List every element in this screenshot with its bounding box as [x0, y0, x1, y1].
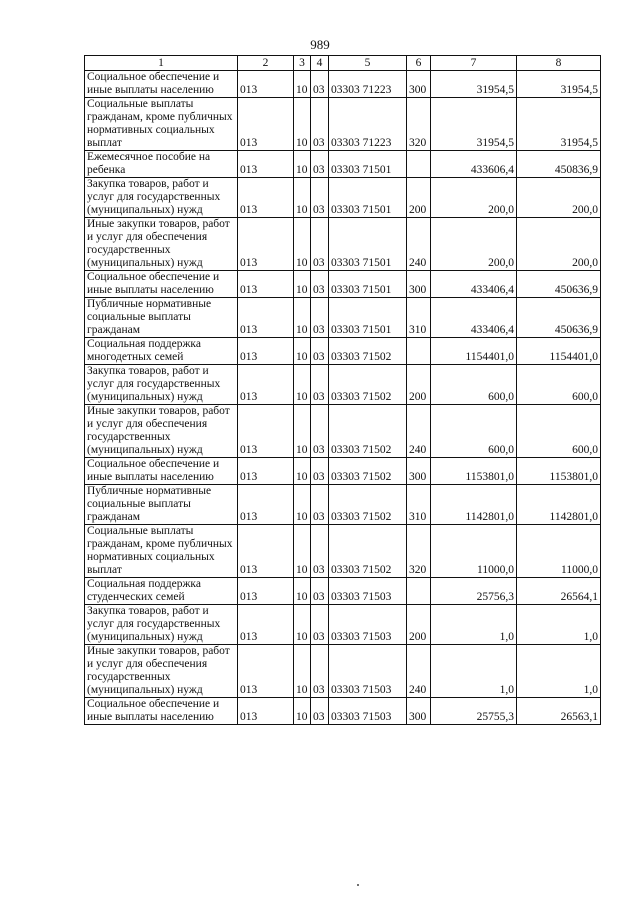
table-row	[85, 98, 601, 151]
subsection-code-cell: 03	[311, 365, 329, 405]
amount-year2-cell: 1153801,0	[517, 458, 601, 485]
expense-type-cell: 300	[407, 698, 431, 725]
expense-name-cell: Социальное обеспечение и иные выплаты населению	[85, 458, 238, 485]
amount-year1-cell: 200,0	[431, 178, 517, 218]
amount-year1-cell: 1154401,0	[431, 338, 517, 365]
expense-name-cell: Иные закупки товаров, работ и услуг для обеспечения государственных (муниципальных) нужд	[85, 218, 238, 271]
target-article-cell: 03303 71503	[329, 578, 407, 605]
ministry-code-cell: 013	[238, 298, 294, 338]
subsection-code-cell: 03	[311, 698, 329, 725]
subsection-code-cell: 03	[311, 71, 329, 98]
table-row	[85, 218, 601, 271]
table-row	[85, 605, 601, 645]
expense-type-cell: 300	[407, 71, 431, 98]
ministry-code-cell: 013	[238, 365, 294, 405]
section-code-cell: 10	[294, 71, 311, 98]
section-code-cell: 10	[294, 578, 311, 605]
target-article-cell: 03303 71501	[329, 298, 407, 338]
scan-speck	[357, 884, 359, 886]
table-row	[85, 298, 601, 338]
target-article-cell: 03303 71501	[329, 218, 407, 271]
expense-type-cell: 320	[407, 525, 431, 578]
table-row	[85, 578, 601, 605]
expense-type-cell	[407, 578, 431, 605]
column-header: 3	[294, 56, 311, 71]
section-code-cell: 10	[294, 485, 311, 525]
ministry-code-cell: 013	[238, 405, 294, 458]
expense-name-cell: Социальная поддержка студенческих семей	[85, 578, 238, 605]
expense-type-cell: 200	[407, 365, 431, 405]
expense-type-cell: 240	[407, 645, 431, 698]
ministry-code-cell: 013	[238, 458, 294, 485]
expense-name-cell: Публичные нормативные социальные выплаты гражданам	[85, 298, 238, 338]
amount-year1-cell: 433606,4	[431, 151, 517, 178]
subsection-code-cell: 03	[311, 98, 329, 151]
expense-name-cell: Ежемесячное пособие на ребенка	[85, 151, 238, 178]
column-header: 2	[238, 56, 294, 71]
section-code-cell: 10	[294, 645, 311, 698]
expense-name-cell: Публичные нормативные социальные выплаты гражданам	[85, 485, 238, 525]
ministry-code-cell: 013	[238, 151, 294, 178]
target-article-cell: 03303 71501	[329, 151, 407, 178]
section-code-cell: 10	[294, 98, 311, 151]
expense-name-cell: Иные закупки товаров, работ и услуг для обеспечения государственных (муниципальных) нужд	[85, 405, 238, 458]
amount-year2-cell: 31954,5	[517, 98, 601, 151]
amount-year2-cell: 1,0	[517, 645, 601, 698]
expense-type-cell: 300	[407, 271, 431, 298]
amount-year1-cell: 1142801,0	[431, 485, 517, 525]
table-row	[85, 151, 601, 178]
section-code-cell: 10	[294, 338, 311, 365]
expense-name-cell: Закупка товаров, работ и услуг для государственных (муниципальных) нужд	[85, 178, 238, 218]
table-row	[85, 338, 601, 365]
amount-year1-cell: 200,0	[431, 218, 517, 271]
amount-year1-cell: 600,0	[431, 365, 517, 405]
amount-year2-cell: 31954,5	[517, 71, 601, 98]
expense-type-cell: 200	[407, 178, 431, 218]
amount-year1-cell: 31954,5	[431, 98, 517, 151]
expense-type-cell: 200	[407, 605, 431, 645]
subsection-code-cell: 03	[311, 525, 329, 578]
table-row	[85, 178, 601, 218]
section-code-cell: 10	[294, 605, 311, 645]
amount-year2-cell: 450836,9	[517, 151, 601, 178]
subsection-code-cell: 03	[311, 298, 329, 338]
ministry-code-cell: 013	[238, 525, 294, 578]
subsection-code-cell: 03	[311, 178, 329, 218]
expense-name-cell: Иные закупки товаров, работ и услуг для обеспечения государственных (муниципальных) нужд	[85, 645, 238, 698]
table-row	[85, 485, 601, 525]
target-article-cell: 03303 71223	[329, 98, 407, 151]
section-code-cell: 10	[294, 218, 311, 271]
amount-year1-cell: 600,0	[431, 405, 517, 458]
subsection-code-cell: 03	[311, 151, 329, 178]
expense-name-cell: Социальные выплаты гражданам, кроме публичных нормативных социальных выплат	[85, 525, 238, 578]
subsection-code-cell: 03	[311, 458, 329, 485]
amount-year1-cell: 31954,5	[431, 71, 517, 98]
target-article-cell: 03303 71502	[329, 338, 407, 365]
amount-year2-cell: 600,0	[517, 365, 601, 405]
target-article-cell: 03303 71502	[329, 485, 407, 525]
subsection-code-cell: 03	[311, 271, 329, 298]
table-row	[85, 525, 601, 578]
ministry-code-cell: 013	[238, 578, 294, 605]
section-code-cell: 10	[294, 151, 311, 178]
amount-year1-cell: 1,0	[431, 605, 517, 645]
amount-year2-cell: 1154401,0	[517, 338, 601, 365]
expense-type-cell	[407, 151, 431, 178]
table-row	[85, 645, 601, 698]
amount-year1-cell: 433406,4	[431, 271, 517, 298]
subsection-code-cell: 03	[311, 645, 329, 698]
section-code-cell: 10	[294, 458, 311, 485]
ministry-code-cell: 013	[238, 645, 294, 698]
target-article-cell: 03303 71503	[329, 698, 407, 725]
target-article-cell: 03303 71502	[329, 525, 407, 578]
section-code-cell: 10	[294, 365, 311, 405]
header-row	[85, 56, 601, 71]
subsection-code-cell: 03	[311, 338, 329, 365]
table-row	[85, 71, 601, 98]
ministry-code-cell: 013	[238, 98, 294, 151]
expense-type-cell: 240	[407, 218, 431, 271]
section-code-cell: 10	[294, 298, 311, 338]
amount-year2-cell: 1,0	[517, 605, 601, 645]
section-code-cell: 10	[294, 698, 311, 725]
table-row	[85, 365, 601, 405]
amount-year1-cell: 25756,3	[431, 578, 517, 605]
amount-year2-cell: 450636,9	[517, 271, 601, 298]
amount-year1-cell: 11000,0	[431, 525, 517, 578]
expense-type-cell: 320	[407, 98, 431, 151]
target-article-cell: 03303 71502	[329, 405, 407, 458]
amount-year2-cell: 26564,1	[517, 578, 601, 605]
table-row	[85, 271, 601, 298]
subsection-code-cell: 03	[311, 485, 329, 525]
amount-year1-cell: 1153801,0	[431, 458, 517, 485]
target-article-cell: 03303 71502	[329, 365, 407, 405]
column-header: 4	[311, 56, 329, 71]
amount-year2-cell: 200,0	[517, 178, 601, 218]
subsection-code-cell: 03	[311, 218, 329, 271]
expense-type-cell: 300	[407, 458, 431, 485]
ministry-code-cell: 013	[238, 271, 294, 298]
expense-name-cell: Закупка товаров, работ и услуг для государственных (муниципальных) нужд	[85, 605, 238, 645]
amount-year2-cell: 26563,1	[517, 698, 601, 725]
column-header: 8	[517, 56, 601, 71]
amount-year1-cell: 25755,3	[431, 698, 517, 725]
expense-name-cell: Закупка товаров, работ и услуг для государственных (муниципальных) нужд	[85, 365, 238, 405]
expense-type-cell: 240	[407, 405, 431, 458]
expense-name-cell: Социальное обеспечение и иные выплаты населению	[85, 71, 238, 98]
ministry-code-cell: 013	[238, 218, 294, 271]
ministry-code-cell: 013	[238, 338, 294, 365]
target-article-cell: 03303 71501	[329, 178, 407, 218]
subsection-code-cell: 03	[311, 605, 329, 645]
subsection-code-cell: 03	[311, 405, 329, 458]
ministry-code-cell: 013	[238, 698, 294, 725]
ministry-code-cell: 013	[238, 71, 294, 98]
section-code-cell: 10	[294, 271, 311, 298]
column-header: 1	[85, 56, 238, 71]
target-article-cell: 03303 71501	[329, 271, 407, 298]
section-code-cell: 10	[294, 405, 311, 458]
table-row	[85, 405, 601, 458]
table-body	[85, 71, 601, 725]
amount-year2-cell: 600,0	[517, 405, 601, 458]
expense-name-cell: Социальная поддержка многодетных семей	[85, 338, 238, 365]
amount-year1-cell: 433406,4	[431, 298, 517, 338]
ministry-code-cell: 013	[238, 178, 294, 218]
expense-name-cell: Социальное обеспечение и иные выплаты населению	[85, 271, 238, 298]
target-article-cell: 03303 71503	[329, 605, 407, 645]
amount-year2-cell: 200,0	[517, 218, 601, 271]
expense-type-cell	[407, 338, 431, 365]
ministry-code-cell: 013	[238, 605, 294, 645]
section-code-cell: 10	[294, 178, 311, 218]
amount-year2-cell: 1142801,0	[517, 485, 601, 525]
table-row	[85, 698, 601, 725]
subsection-code-cell: 03	[311, 578, 329, 605]
expense-type-cell: 310	[407, 298, 431, 338]
column-header: 6	[407, 56, 431, 71]
page-number: 989	[310, 37, 330, 52]
budget-table	[84, 55, 601, 725]
expense-name-cell: Социальные выплаты гражданам, кроме публичных нормативных социальных выплат	[85, 98, 238, 151]
column-header: 5	[329, 56, 407, 71]
amount-year2-cell: 11000,0	[517, 525, 601, 578]
target-article-cell: 03303 71503	[329, 645, 407, 698]
ministry-code-cell: 013	[238, 485, 294, 525]
amount-year2-cell: 450636,9	[517, 298, 601, 338]
table-row	[85, 458, 601, 485]
expense-type-cell: 310	[407, 485, 431, 525]
expense-name-cell: Социальное обеспечение и иные выплаты населению	[85, 698, 238, 725]
section-code-cell: 10	[294, 525, 311, 578]
target-article-cell: 03303 71223	[329, 71, 407, 98]
column-header: 7	[431, 56, 517, 71]
target-article-cell: 03303 71502	[329, 458, 407, 485]
amount-year1-cell: 1,0	[431, 645, 517, 698]
